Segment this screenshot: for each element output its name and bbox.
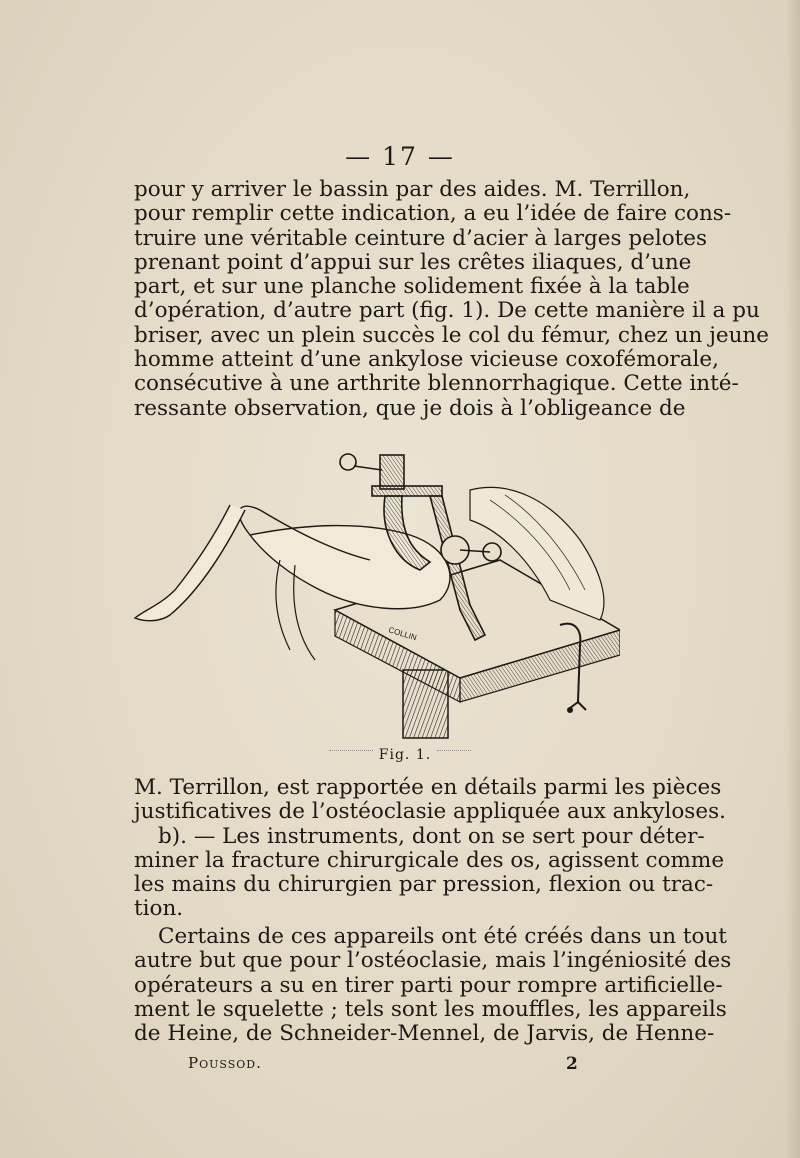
text-line: autre but que pour l’ostéoclasie, mais l’ingéniosité des [134, 948, 732, 974]
printer-signature: Poussod. [188, 1054, 262, 1072]
paragraph-1 [134, 177, 770, 421]
page-number: — 17 — [345, 142, 455, 171]
text-line: part, et sur une planche solidement fixée à la table [134, 274, 690, 300]
text-line: consécutive à une arthrite blennorrhagique. Cette inté- [134, 371, 739, 397]
text-line: Certains de ces appareils ont été créés dans un tout [158, 924, 727, 949]
collin-engraving: COLLIN [387, 625, 418, 643]
text-line: pour y arriver le bassin par des aides. M. Terrillon, [134, 177, 691, 202]
text-line: M. Terrillon, est rapportée en détails parmi les pièces [134, 775, 722, 800]
text-line: tion. [134, 896, 184, 922]
page-edge-shadow [786, 0, 800, 1158]
paragraph-2 [134, 775, 726, 922]
figure-caption-text: Fig. 1. [378, 747, 432, 763]
figure-caption [0, 747, 800, 763]
text-line: miner la fracture chirurgicale des os, agissent comme [134, 847, 725, 873]
text-line: b). — Les instruments, dont on se sert pour déter- [158, 823, 705, 849]
text-line: les mains du chirurgien par pression, flexion ou trac- [134, 872, 714, 898]
patient-leg [135, 505, 245, 621]
text-line: d’opération, d’autre part (fig. 1). De cette manière il a pu [134, 298, 760, 324]
text-line: homme atteint d’une ankylose vicieuse coxofémorale, [134, 347, 719, 373]
text-line: de Heine, de Schneider-Mennel, de Jarvis, de Henne- [134, 1021, 715, 1047]
text-line: briser, avec un plein succès le col du fémur, chez un jeune [134, 322, 770, 348]
operating-table-illustration [130, 440, 620, 740]
caption-scratch-mark [329, 750, 373, 761]
caption-scratch-mark [437, 750, 471, 761]
text-line: ment le squelette ; tels sont les mouffles, les appareils [134, 996, 727, 1022]
text-line: ressante observation, que je dois à l’obligeance de [134, 395, 686, 421]
text-line: prenant point d’appui sur les crêtes iliaques, d’une [134, 249, 692, 275]
sheet-number: 2 [566, 1054, 578, 1074]
text-line: truire une véritable ceinture d’acier à larges pelotes [134, 225, 708, 251]
text-line: pour remplir cette indication, a eu l’idée de faire cons- [134, 201, 732, 227]
paragraph-3 [134, 924, 732, 1047]
figure-1-engraving [130, 440, 620, 740]
text-line: opérateurs a su en tirer parti pour rompre artificielle- [134, 972, 723, 998]
text-line: justificatives de l’ostéoclasie appliquée aux ankyloses. [134, 799, 726, 825]
